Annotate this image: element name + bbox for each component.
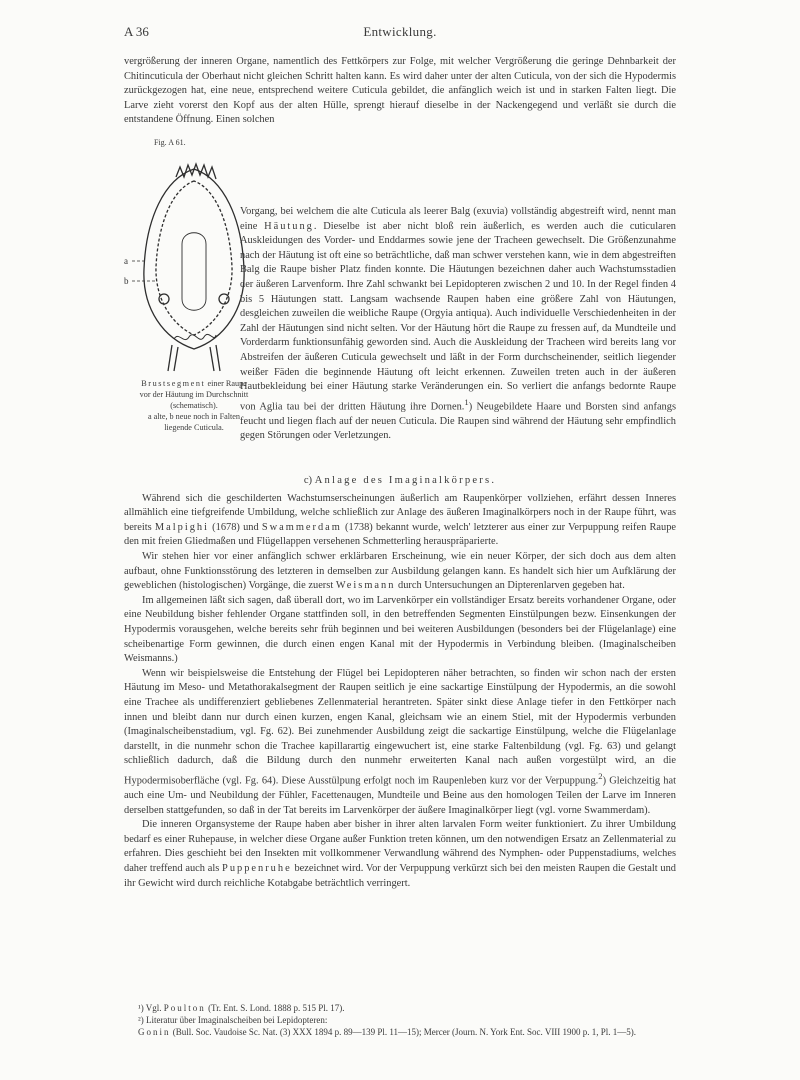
- paragraph-5: Wenn wir beispielsweise die Entstehung der Flügel bei Lepidopteren näher betrachten, so finden wir schon nach der ersten Häutung im Meso- und Metathorakalsegment der Raupen seitlich je eine sackartige Einstülpung der Hypodermis, an die sowohl eine Trachee als undifferenziert gebliebenes Zellenmaterial herantreten. Später sinkt diese Anlage tiefer in den Fettkörper nach innen und bleibt dann nur durch einen kurzen, engen Kanal, gleichsam wie an einem Stiel, mit der Hypodermis verbunden (Imaginalscheibenstadium, vgl. Fg. 62). Bei zunehmender Ausbildung zeigt die sackartige Einstülpung, welche die Flügelanlage darstellt, in die nunmehr schon die Trachee kapillarartig eingewuchert ist, eine starke Faltenbildung (vgl. Fg. 63) und gelangt schließlich dadurch, daß die Bildung durch den nunmehr erweiterten Kanal nach außen vorgestülpt wird, an die Hypodermisoberfläche (vgl. Fg. 64). Diese Ausstülpung erfolgt noch im Raupenleben kurz vor der Verpuppung.$^2$) Gleichzeitig hat auch eine Um- und Neubildung der Fühler, Facettenaugen, Mundteile und Beine aus den homologen Teilen der Larve im Inneren derselben stattgefunden, so daß in der Tat bereits im Larvenkörper der äußere Imaginalkörper liegt (vgl. vorne Swammerdam).: [124, 667, 676, 816]
- paragraph-2: Während sich die geschilderten Wachstumserscheinungen äußerlich am Raupenkörper vollziehen, erfährt dessen Inneres allmählich eine tiefgreifende Umbildung, welche schließlich zur Anlage des äußeren Imaginalkörpers noch in der Raupe führt, was bereits Malpighi (1678) und Swammerdam (1738) bekannt wurde, welch' letzterer aus einer zur Verpuppung reifen Raupe den mit freien Gliedmaßen und Flügellappen versehenen Schmetterling herauspräparierte.: [124, 492, 677, 548]
- paragraph-1: vergrößerung der inneren Organe, namentlich des Fettkörpers zur Folge, mit welcher Vergrößerung die geringe Dehnbarkeit der Chitincuticula der Oberhaut nicht gleichen Schritt halten kann. Es wird daher unter der alten Cuticula, von der sich die Hypodermis zurückgezogen hat, eine neue, entsprechend weitere Cuticula gebildet, die anfänglich weich ist und in starken Falten liegt. Die Larve zieht vorerst den Kopf aus der alten Hülle, sprengt hierauf dieselbe in der Nackengegend und verläßt sie durch die entstandene Öffnung. Einen solchen: [124, 56, 676, 126]
- footnote-1: ¹) Vgl. Poulton (Tr. Ent. S. Lond. 1888 p. 515 Pl. 17).: [138, 1003, 345, 1013]
- page-number: A 36: [124, 24, 149, 39]
- figure-label-a: a: [124, 256, 128, 266]
- paragraph-4: Im allgemeinen läßt sich sagen, daß überall dort, wo im Larvenkörper ein vollständiger Ersatz bereits vorhandener Organe, oder eine Neubildung bisher fehlender Organe stattfinden soll, in den betreffenden Segmenten Einstülpungen bezw. Einsenkungen der Hypodermis vorausgehen, welche bereits sehr früh beginnen und bei weiteren Ausbildungen (besonders bei der Flügelanlage) eine scheibenartige Form gewinnen, die durch einen engen Kanal mit der Hypodermis in Verbindung bleiben. (Imaginalscheiben Weismanns.): [124, 594, 676, 665]
- footnote-2-continued: Gonin (Bull. Soc. Vaudoise Sc. Nat. (3) XXX 1894 p. 89—139 Pl. 11—15); Mercer (Journ. N. York Ent. Soc. VIII 1900 p. 1, Pl. 1—5).: [138, 1026, 637, 1037]
- old-cuticula-outline: [144, 169, 244, 349]
- figure-label-b: b: [124, 276, 129, 286]
- footnotes: [124, 1003, 676, 1038]
- paragraph-6: Die inneren Organsysteme der Raupe haben aber bisher in ihrer alten larvalen Form weiter funktioniert. Zu ihrer Umbildung bedarf es einer Ruhepause, in welcher diese Organe außer Funktion treten können, um den notwendigen Ersatz an Zellenmaterial zu erfahren. Dies geschieht bei den Insekten mit vollkommener Verwandlung während des Nymphen- oder Puppenstadiums, welches daher treffend auch als Puppenruhe bezeichnet wird. Vor der Verpuppung verkürzt sich bei den meisten Raupen die Gestalt und ihr Gewicht wird durch reichliche Kotabgabe beträchtlich verringert.: [124, 819, 676, 889]
- text-block-lower: [124, 470, 676, 891]
- chapter-title: Entwicklung.: [363, 24, 437, 39]
- figure-caption: Brustsegment einer Raupe vor der Häutung im Durchschnitt (schematisch). a alte, b neue noch in Falten liegende Cuticula.: [139, 379, 249, 432]
- text-block-beside-figure: [240, 205, 676, 444]
- section-heading: c) Anlage des Imaginalkörpers.: [303, 475, 497, 486]
- text-block-top: [124, 55, 676, 128]
- caption-term: Brustsegment: [141, 379, 206, 388]
- spiracle-right: [219, 294, 229, 304]
- term-hautung: Häutung: [264, 220, 314, 232]
- spiracle-left: [159, 294, 169, 304]
- paragraph-3: Wir stehen hier vor einer anfänglich schwer erklärbaren Erscheinung, wie ein neuer Körper, der sich doch aus dem alten aufbaut, ohne Funktionsstörung des letzteren in demselben zur Ausbildung gelangen kann. Es handelt sich hier um Aufklärung der geweblichen (histologischen) Vorgänge, die zuerst Weismann durch Untersuchungen an Dipterenlarven gegeben hat.: [124, 550, 676, 592]
- footnote-2: ²) Literatur über Imaginalscheiben bei Lepidopteren:: [138, 1014, 328, 1025]
- figure-number: Fig. A 61.: [154, 138, 186, 147]
- paragraph-1-continued: Vorgang, bei welchem die alte Cuticula als leerer Balg (exuvia) vollständig abgestreift wird, nennt man eine Häutung. Dieselbe ist aber nicht bloß rein äußerlich, es werden auch die cuticularen Auskleidungen des Vorder- und Enddarmes sowie jene der Tracheen gewechselt. Die Größenzunahme nach der Häutung ist oft eine so beträchtliche, daß man schwer verstehen kann, wie in dem abgestreiften Balg die Raupe bisher Platz finden konnte. Die Häutungen bezeichnen daher auch Wachstumsstadien der äußeren Larvenform. Ihre Zahl schwankt bei Lepidopteren zwischen 2 und 10. In der Regel finden 4 bis 5 Häutungen statt. Langsam wachsende Raupen haben eine größere Zahl von Häutungen, desgleichen zuweilen die weibliche Raupe (Orgyia antiqua). Auch individuelle Verschiedenheiten in der Zahl der Häutungen sind nicht selten. Vor der Häutung hört die Raupe zu fressen auf, da Mundteile und Vorderdarm funktionsunfähig geworden sind. Auch die Auskleidung der Tracheen wird bereits lang vor Abstreifen der äußeren Cuticula gewechselt und läßt in der Form durchscheinender, seitlich liegender weißer Fäden die beginnende Häutung oft leicht erkennen. Zuweilen treten auch in der äußeren Hautbekleidung bei einer Häutung starke Veränderungen ein. So verliert die anfangs bedornte Raupe von Aglia tau bei der dritten Häutung ihre Dornen.$^1$) Neugebildete Haare und Borsten sind anfangs feucht und liegen flach auf der neuen Cuticula. Die Raupen sind während der Häutung sehr empfindlich gegen Störungen oder Verletzungen.: [240, 206, 677, 442]
- new-cuticula-folded: [156, 181, 232, 335]
- running-head: [124, 24, 676, 42]
